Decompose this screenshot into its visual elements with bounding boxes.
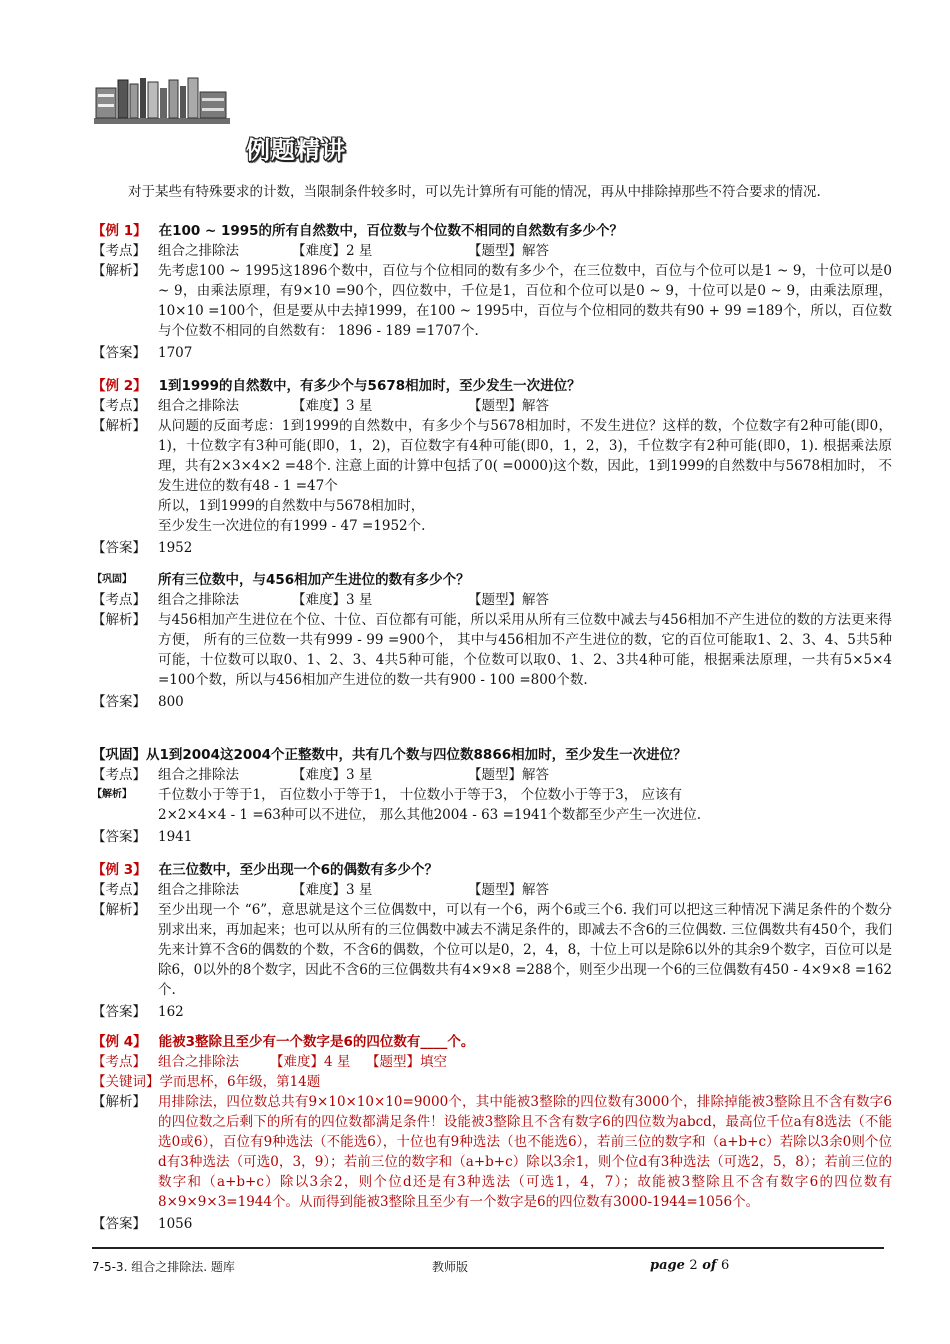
tixing-value: 解答 — [522, 767, 549, 783]
keywords-line: 【关键词】 学而思杯，6年级，第14题 — [92, 1074, 321, 1090]
nandu-value: 3 星 — [346, 882, 373, 898]
answer-value: 1952 — [158, 540, 193, 556]
kaodian-value: 组合之排除法 — [158, 592, 239, 608]
analysis-line: 【解析】 用排除法，四位数总共有9×10×10×10=9000个，其中能被3整除的四位数有3000个，排除掉能被3整除且不含有数字6的四位数之后剩下的所有的四位数都满足条件！设能被3整除且不含有数字6的四位数为abcd，最高位千位a有8选法（不能选0或6），百位有9种选法（不能选6），十位也有9种选法（也不能选6），若前三位的数字和（a+b+c）若除以3余0则个位d有3种选法（可选0，3，9）；若前三位的数字和（a+b+c）除以3余1，则个位d有3种选法（可选2，5，8）；若前三位的数字和（a+b+c）除以3余2，则个位d还是有3种选法（可选1，4，7）；故能被3整除且不含有数字6的四位数有8×9×9×3=1944个。从而得到能被3整除且至少有一个数字是6的四位数有3000-1944=1056个。 — [92, 1094, 892, 1210]
nandu-value: 4 星 — [324, 1054, 351, 1070]
analysis-text: 至少出现一个 “6”，意思就是这个三位偶数中，可以有一个6，两个6或三个6. 我们可以把这三种情况下满足条件的个数分别求出来，再加起来；也可以从所有的三位偶数中减去不满足条件的，即减去不含6的三位偶数. 三位偶数共有450个，我们先来计算不含6的偶数的个数，不含6的偶数，个位可以是0，2，4，8，十位上可以是除6以外的其余9个数字，百位可以是除6，0以外的8个数字，因此不含6的三位偶数共有4×9×8 =288个，则至少出现一个6的三位偶数有450 - 4×9×8 =162个. — [158, 902, 892, 998]
meta-line: 【考点】 组合之排除法 【难度】 3 星 【题型】 解答 — [92, 592, 549, 608]
kaodian-value: 组合之排除法 — [158, 398, 239, 414]
question-text: 能被3整除且至少有一个数字是6的四位数有____个。 — [158, 1034, 475, 1050]
footer-doc-title: 7-5-3. 组合之排除法. 题库 — [92, 1260, 235, 1274]
kaodian-value: 组合之排除法 — [158, 243, 239, 259]
kaodian-value: 组合之排除法 — [158, 767, 239, 783]
problem-3 — [92, 570, 892, 712]
intro-paragraph: 对于某些有特殊要求的计数，当限制条件较多时，可以先计算所有可能的情况，再从中排除掉那些不符合要求的情况. — [128, 184, 821, 200]
answer-line: 【答案】 1952 — [92, 540, 193, 556]
analysis-text: 与456相加产生进位在个位、十位、百位都有可能，所以采用从所有三位数中减去与456相加不产生进位的数的方法更来得方便， 所有的三位数一共有999 - 99 =900个， 其中与456相加不产生进位的数，它的百位可能取1、2、3、4、5共5种可能，十位数可以取0、1、2、3、4共5种可能，个位数可以取0、1、2、3共4种可能，根据乘法原理，一共有5×5×4 =100个数，所以与456相加产生进位的数一共有900 - 100 =800个数. — [158, 612, 892, 688]
analysis-line: 【解析】 先考虑100 ~ 1995这1896个数中，百位与个位相同的数有多少个，在三位数中，百位与个位可以是1 ~ 9，十位可以是0 ~ 9，由乘法原理，有9×10 =90个，四位数中，千位是1，百位和个位可以是0 ~ 9，十位可以是0 ~ 9，由乘法原理，10×10 =100个，但是要从中去掉1999，在100 ~ 1995中，百位与个位相同的数共有90 + 99 =189个，所以，百位数与个位数不相同的自然数有： 1896 - 189 =1707个. — [92, 263, 892, 339]
problem-tag: 【巩固】 — [92, 574, 132, 585]
analysis-text: 先考虑100 ~ 1995这1896个数中，百位与个位相同的数有多少个，在三位数中，百位与个位可以是1 ~ 9，十位可以是0 ~ 9，由乘法原理，有9×10 =90个，四位数中，千位是1，百位和个位可以是0 ~ 9，十位可以是0 ~ 9，由乘法原理，10×10 =100个，但是要从中去掉1999，在100 ~ 1995中，百位与个位相同的数共有90 + 99 =189个，所以，百位数与个位数不相同的自然数有： 1896 - 189 =1707个. — [158, 263, 892, 339]
tixing-value: 解答 — [522, 882, 549, 898]
analysis-text: 从问题的反面考虑：1到1999的自然数中，有多少个与5678相加时，不发生进位？这样的数，个位数字有2种可能(即0，1)，十位数字有3种可能(即0，1，2)，百位数字有4种可能(即0，1，2，3)，千位数字有2种可能(即0，1). 根据乘法原理，共有2×3×4×2 =48个. 注意上面的计算中包括了0( =0000)这个数，因此，1到1999的自然数中与5678相加时， 不发生进位的数有48 - 1 =47个 — [158, 418, 892, 494]
problem-tag: 【例 1】 — [92, 223, 147, 239]
problem-5 — [92, 860, 892, 1022]
analysis-text: 千位数小于等于1， 百位数小于等于1， 十位数小于等于3， 个位数小于等于3， 应该有 — [158, 787, 683, 803]
problem-4 — [92, 745, 892, 847]
answer-line: 【答案】 162 — [92, 1004, 184, 1020]
answer-line: 【答案】 1707 — [92, 345, 193, 361]
analysis-line-2: 所以，1到1999的自然数中与5678相加时， — [158, 498, 425, 514]
analysis-line: 【解析】 千位数小于等于1， 百位数小于等于1， 十位数小于等于3， 个位数小于等于3， 应该有 — [92, 785, 892, 805]
footer-edition: 教师版 — [432, 1260, 469, 1274]
question-text: 在三位数中，至少出现一个6的偶数有多少个？ — [158, 862, 438, 878]
answer-value: 162 — [158, 1004, 184, 1020]
problem-tag: 【例 4】 — [92, 1034, 147, 1050]
analysis-line-2: 2×2×4×4 - 1 =63种可以不进位， 那么其他2004 - 63 =1941个数都至少产生一次进位. — [158, 807, 702, 823]
question-line — [92, 745, 892, 765]
footer-divider — [92, 1247, 884, 1249]
question-text: 从1到2004这2004个正整数中，共有几个数与四位数8866相加时，至少发生一次进位？ — [146, 747, 687, 763]
footer-page-number: page 2 of 6 — [650, 1258, 730, 1273]
nandu-value: 3 星 — [346, 592, 373, 608]
problem-1 — [92, 221, 892, 363]
meta-line: 【考点】 组合之排除法 【难度】 3 星 【题型】 解答 — [92, 767, 549, 783]
meta-line: 【考点】 组合之排除法 【难度】 4 星 【题型】 填空 — [92, 1054, 447, 1070]
question-line — [92, 860, 892, 880]
question-line — [92, 1032, 892, 1052]
meta-line: 【考点】 组合之排除法 【难度】 3 星 【题型】 解答 — [92, 882, 549, 898]
answer-line: 【答案】 1056 — [92, 1216, 193, 1232]
answer-line: 【答案】 800 — [92, 694, 184, 710]
tixing-value: 填空 — [420, 1054, 447, 1070]
tixing-value: 解答 — [522, 592, 549, 608]
keywords-value: 学而思杯，6年级，第14题 — [159, 1074, 321, 1090]
problem-tag: 【巩固】 — [92, 747, 146, 763]
problem-2 — [92, 376, 892, 558]
books-logo-icon — [92, 74, 232, 126]
problem-tag: 【例 3】 — [92, 862, 147, 878]
question-text: 所有三位数中，与456相加产生进位的数有多少个？ — [158, 572, 470, 588]
nandu-value: 3 星 — [346, 767, 373, 783]
problem-tag: 【例 2】 — [92, 378, 147, 394]
answer-value: 1941 — [158, 829, 193, 845]
question-line — [92, 570, 892, 590]
tixing-value: 解答 — [522, 243, 549, 259]
analysis-text: 用排除法，四位数总共有9×10×10×10=9000个，其中能被3整除的四位数有3000个，排除掉能被3整除且不含有数字6的四位数之后剩下的所有的四位数都满足条件！设能被3整除且不含有数字6的四位数为abcd，最高位千位a有8选法（不能选0或6），百位有9种选法（不能选6），十位也有9种选法（也不能选6），若前三位的数字和（a+b+c）若除以3余0则个位d有3种选法（可选0，3，9）；若前三位的数字和（a+b+c）除以3余1，则个位d有3种选法（可选2，5，8）；若前三位的数字和（a+b+c）除以3余2，则个位d还是有3种选法（可选1，4，7）；故能被3整除且不含有数字6的四位数有8×9×9×3=1944个。从而得到能被3整除且至少有一个数字是6的四位数有3000-1944=1056个。 — [158, 1094, 892, 1210]
answer-value: 1707 — [158, 345, 193, 361]
question-line — [92, 221, 892, 241]
problem-6 — [92, 1032, 892, 1234]
meta-line: 【考点】 组合之排除法 【难度】 3 星 【题型】 解答 — [92, 398, 549, 414]
answer-line: 【答案】 1941 — [92, 829, 193, 845]
tixing-value: 解答 — [522, 398, 549, 414]
answer-value: 1056 — [158, 1216, 193, 1232]
kaodian-value: 组合之排除法 — [158, 1054, 239, 1070]
analysis-line: 【解析】 与456相加产生进位在个位、十位、百位都有可能，所以采用从所有三位数中减去与456相加不产生进位的数的方法更来得方便， 所有的三位数一共有999 - 99 =900个， 其中与456相加不产生进位的数，它的百位可能取1、2、3、4、5共5种可能，十位数可以取0、1、2、3、4共5种可能，个位数可以取0、1、2、3共4种可能，根据乘法原理，一共有5×5×4 =100个数，所以与456相加产生进位的数一共有900 - 100 =800个数. — [92, 612, 892, 688]
analysis-line-3: 至少发生一次进位的有1999 - 47 =1952个. — [158, 518, 426, 534]
question-line — [92, 376, 892, 396]
nandu-value: 2 星 — [346, 243, 373, 259]
question-text: 在100 ~ 1995的所有自然数中，百位数与个位数不相同的自然数有多少个？ — [158, 223, 624, 239]
nandu-value: 3 星 — [346, 398, 373, 414]
meta-line: 【考点】 组合之排除法 【难度】 2 星 【题型】 解答 — [92, 243, 549, 259]
section-banner: 例题精讲 — [246, 136, 346, 164]
question-text: 1到1999的自然数中，有多少个与5678相加时，至少发生一次进位？ — [158, 378, 581, 394]
kaodian-value: 组合之排除法 — [158, 882, 239, 898]
analysis-line: 【解析】 从问题的反面考虑：1到1999的自然数中，有多少个与5678相加时，不发生进位？这样的数，个位数字有2种可能(即0，1)，十位数字有3种可能(即0，1，2)，百位数字有4种可能(即0，1，2，3)，千位数字有2种可能(即0，1). 根据乘法原理，共有2×3×4×2 =48个. 注意上面的计算中包括了0( =0000)这个数，因此，1到1999的自然数中与5678相加时， 不发生进位的数有48 - 1 =47个 — [92, 418, 892, 494]
answer-value: 800 — [158, 694, 184, 710]
analysis-line: 【解析】 至少出现一个 “6”，意思就是这个三位偶数中，可以有一个6，两个6或三个6. 我们可以把这三种情况下满足条件的个数分别求出来，再加起来；也可以从所有的三位偶数中减去不满足条件的，即减去不含6的三位偶数. 三位偶数共有450个，我们先来计算不含6的偶数的个数，不含6的偶数，个位可以是0，2，4，8，十位上可以是除6以外的其余9个数字，百位可以是除6，0以外的8个数字，因此不含6的三位偶数共有4×9×8 =288个，则至少出现一个6的三位偶数有450 - 4×9×8 =162个. — [92, 902, 892, 998]
